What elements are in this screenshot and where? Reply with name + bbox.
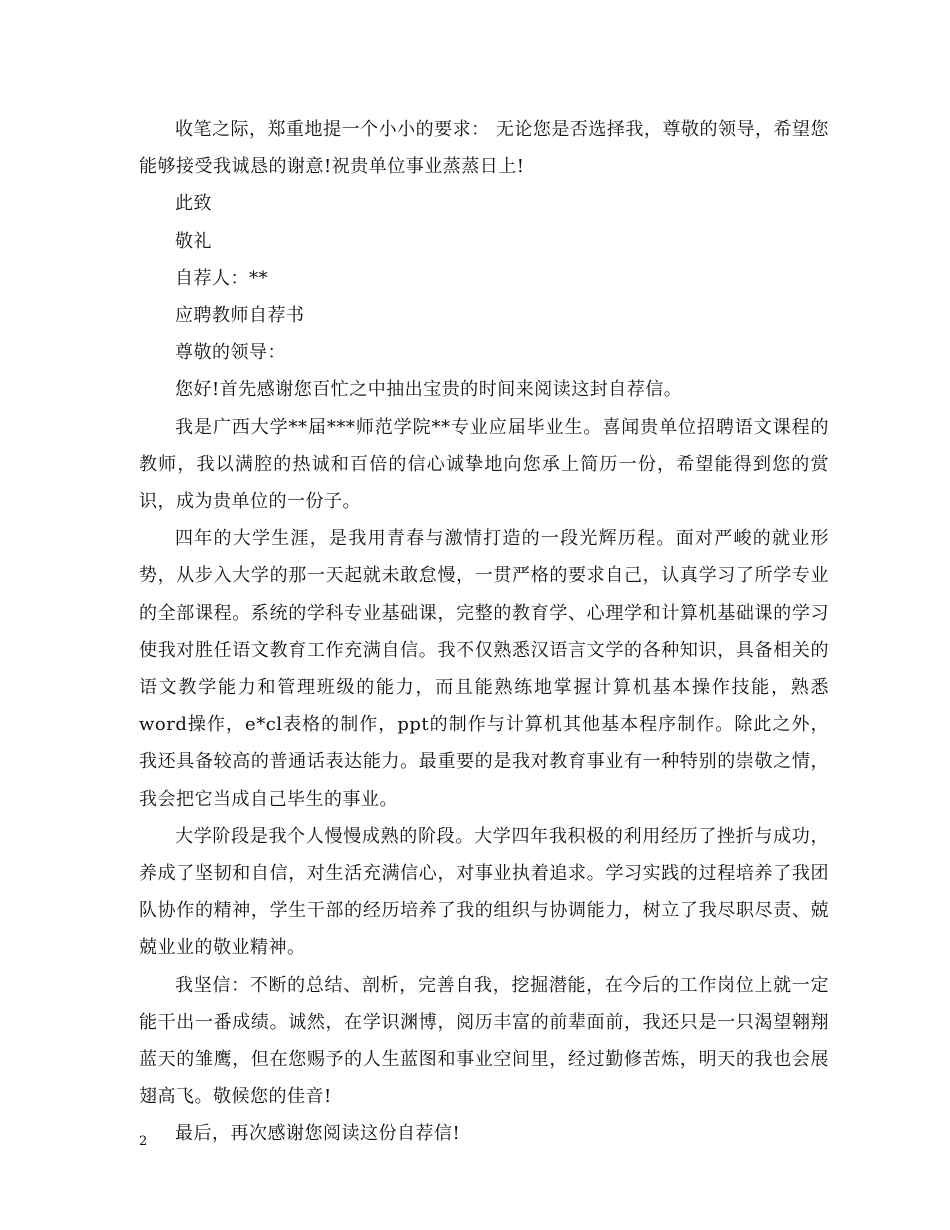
letter-title: 应聘教师自荐书 xyxy=(175,305,305,327)
final-thanks-paragraph: 最后，再次感谢您阅读这份自荐信! xyxy=(175,1123,461,1145)
page-number: 2 xyxy=(139,1134,148,1149)
document-body xyxy=(139,111,829,1153)
salutation-jingli: 敬礼 xyxy=(175,230,212,252)
introduction-paragraph: 我是广西大学**届***师范学院**专业应届毕业生。喜闻贵单位招聘语文课程的教师，我以满腔的热诚和百倍的信心诚挚地向您承上简历一份，希望能得到您的赏识，成为贵单位的一份子。 xyxy=(139,416,829,513)
university-experience-paragraph: 四年的大学生涯，是我用青春与激情打造的一段光辉历程。面对严峻的就业形势，从步入大学的那一天起就未敢怠慢，一贯严格的要求自己，认真学习了所学专业的全部课程。系统的学科专业基础课，完整的教育学、心理学和计算机基础课的学习使我对胜任语文教育工作充满自信。我不仅熟悉汉语言文学的各种知识，具备相关的语文教学能力和管理班级的能力，而且能熟练地掌握计算机基本操作技能，熟悉word操作，e*cl表格的制作，ppt的制作与计算机其他基本程序制作。除此之外，我还具备较高的普通话表达能力。最重要的是我对教育事业有一种特别的崇敬之情，我会把它当成自己毕生的事业。 xyxy=(139,528,829,810)
signature-line: 自荐人：** xyxy=(175,267,268,289)
letter-greeting: 尊敬的领导： xyxy=(175,342,286,364)
maturity-paragraph: 大学阶段是我个人慢慢成熟的阶段。大学四年我积极的利用经历了挫折与成功，养成了坚韧和自信，对生活充满信心，对事业执着追求。学习实践的过程培养了我团队协作的精神，学生干部的经历培养了我的组织与协调能力，树立了我尽职尽责、兢兢业业的敬业精神。 xyxy=(139,825,829,959)
belief-paragraph: 我坚信：不断的总结、剖析，完善自我，挖掘潜能，在今后的工作岗位上就一定能干出一番成绩。诚然，在学识渊博，阅历丰富的前辈面前，我还只是一只渴望翱翔蓝天的雏鹰，但在您赐予的人生蓝图和事业空间里，经过勤修苦炼，明天的我也会展翅高飞。敬候您的佳音! xyxy=(139,974,829,1108)
salutation-cizhi: 此致 xyxy=(175,193,212,215)
closing-request-paragraph: 收笔之际，郑重地提一个小小的要求： 无论您是否选择我，尊敬的领导，希望您能够接受我诚恳的谢意!祝贵单位事业蒸蒸日上! xyxy=(139,119,829,178)
opening-paragraph: 您好!首先感谢您百忙之中抽出宝贵的时间来阅读这封自荐信。 xyxy=(175,379,683,401)
